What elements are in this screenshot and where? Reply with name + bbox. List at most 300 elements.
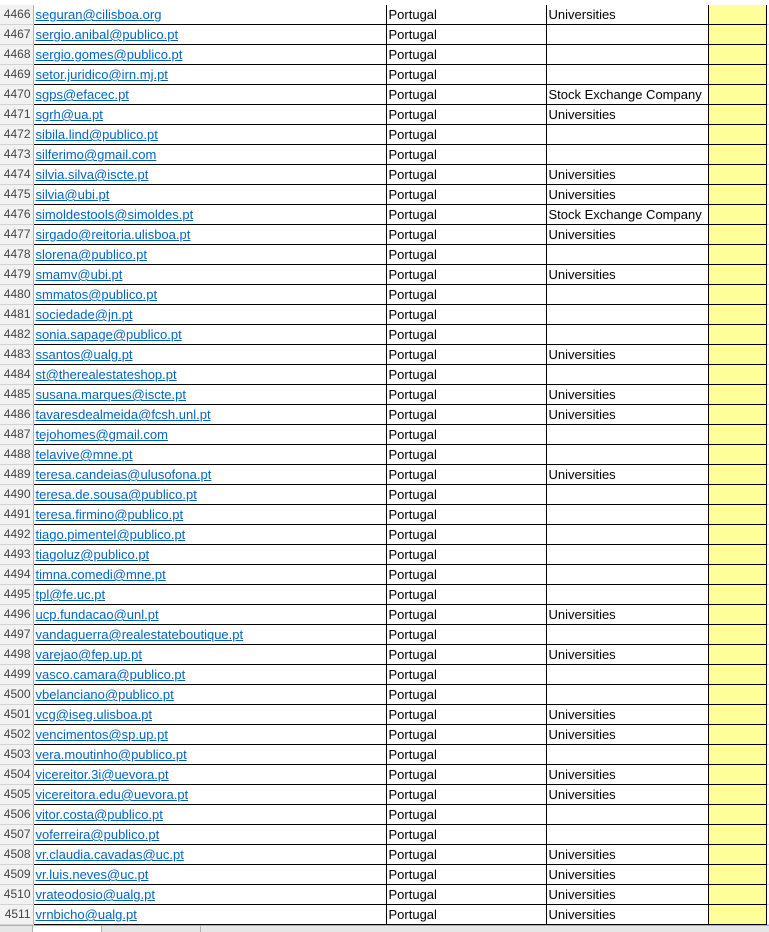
email-link[interactable]: vicereitora.edu@uevora.pt	[35, 787, 189, 802]
table-row	[0, 665, 769, 685]
category-cell[interactable]: Universities	[546, 185, 708, 205]
country-cell[interactable]: Portugal	[386, 365, 546, 385]
highlighted-empty-cell[interactable]	[708, 385, 766, 405]
table-row	[0, 585, 769, 605]
highlighted-empty-cell[interactable]	[708, 865, 766, 885]
email-link[interactable]: vitor.costa@publico.pt	[35, 807, 163, 822]
email-link[interactable]: varejao@fep.up.pt	[35, 647, 142, 662]
highlighted-empty-cell[interactable]	[708, 85, 766, 105]
country-cell[interactable]: Portugal	[386, 265, 546, 285]
row-header[interactable]: 4506	[0, 805, 33, 825]
highlighted-empty-cell[interactable]	[708, 745, 766, 765]
row-header[interactable]: 4488	[0, 445, 33, 465]
highlighted-empty-cell[interactable]	[708, 525, 766, 545]
category-cell[interactable]: Universities	[546, 345, 708, 365]
category-cell[interactable]: Universities	[546, 645, 708, 665]
table-row	[0, 225, 769, 245]
email-cell[interactable]	[33, 45, 386, 65]
email-link[interactable]: setor.juridico@irn.mj.pt	[35, 67, 168, 82]
category-cell[interactable]: Universities	[546, 465, 708, 485]
category-cell[interactable]	[546, 685, 708, 705]
email-cell[interactable]	[33, 645, 386, 665]
country-cell[interactable]: Portugal	[386, 125, 546, 145]
category-cell[interactable]	[546, 505, 708, 525]
email-link[interactable]: vandaguerra@realestateboutique.pt	[35, 627, 244, 642]
email-cell[interactable]	[33, 65, 386, 85]
email-link[interactable]: vera.moutinho@publico.pt	[35, 747, 187, 762]
email-link[interactable]: st@therealestateshop.pt	[35, 367, 177, 382]
highlighted-empty-cell[interactable]	[708, 245, 766, 265]
category-cell[interactable]: Universities	[546, 705, 708, 725]
email-cell[interactable]	[33, 765, 386, 785]
email-cell[interactable]	[33, 465, 386, 485]
email-cell[interactable]	[33, 85, 386, 105]
row-header[interactable]: 4478	[0, 245, 33, 265]
row-header[interactable]: 4485	[0, 385, 33, 405]
email-cell[interactable]	[33, 745, 386, 765]
table-row	[0, 845, 769, 865]
email-cell[interactable]	[33, 705, 386, 725]
table-row	[0, 445, 769, 465]
category-cell[interactable]	[546, 625, 708, 645]
country-cell[interactable]: Portugal	[386, 65, 546, 85]
category-cell[interactable]	[546, 305, 708, 325]
country-cell[interactable]: Portugal	[386, 505, 546, 525]
highlighted-empty-cell[interactable]	[708, 585, 766, 605]
country-cell[interactable]: Portugal	[386, 685, 546, 705]
email-link[interactable]: timna.comedi@mne.pt	[35, 567, 166, 582]
row-header[interactable]: 4492	[0, 525, 33, 545]
row-header[interactable]: 4483	[0, 345, 33, 365]
row-header[interactable]: 4466	[0, 5, 33, 25]
category-cell[interactable]: Universities	[546, 865, 708, 885]
email-link[interactable]: smmatos@publico.pt	[35, 287, 158, 302]
country-cell[interactable]: Portugal	[386, 205, 546, 225]
email-link[interactable]: smamv@ubi.pt	[35, 267, 123, 282]
email-cell[interactable]	[33, 5, 386, 25]
highlighted-empty-cell[interactable]	[708, 165, 766, 185]
table-row	[0, 905, 769, 925]
row-header[interactable]: 4476	[0, 205, 33, 225]
sheet-tab-active[interactable]	[32, 926, 102, 932]
country-cell[interactable]: Portugal	[386, 245, 546, 265]
email-link[interactable]: tiagoluz@publico.pt	[35, 547, 150, 562]
email-cell[interactable]	[33, 325, 386, 345]
row-header[interactable]: 4490	[0, 485, 33, 505]
highlighted-empty-cell[interactable]	[708, 145, 766, 165]
country-cell[interactable]: Portugal	[386, 525, 546, 545]
country-cell[interactable]: Portugal	[386, 425, 546, 445]
category-cell[interactable]: Universities	[546, 165, 708, 185]
highlighted-empty-cell[interactable]	[708, 765, 766, 785]
email-cell[interactable]	[33, 145, 386, 165]
country-cell[interactable]: Portugal	[386, 405, 546, 425]
highlighted-empty-cell[interactable]	[708, 125, 766, 145]
email-cell[interactable]	[33, 605, 386, 625]
row-header[interactable]: 4471	[0, 105, 33, 125]
email-cell[interactable]	[33, 885, 386, 905]
category-cell[interactable]	[546, 145, 708, 165]
table-row	[0, 285, 769, 305]
highlighted-empty-cell[interactable]	[708, 445, 766, 465]
email-link[interactable]: sergio.gomes@publico.pt	[35, 47, 183, 62]
email-link[interactable]: tiago.pimentel@publico.pt	[35, 527, 186, 542]
row-header[interactable]: 4467	[0, 25, 33, 45]
country-cell[interactable]: Portugal	[386, 805, 546, 825]
category-cell[interactable]	[546, 445, 708, 465]
email-link[interactable]: silferimo@gmail.com	[35, 147, 157, 162]
category-cell[interactable]	[546, 65, 708, 85]
email-cell[interactable]	[33, 665, 386, 685]
highlighted-empty-cell[interactable]	[708, 405, 766, 425]
country-cell[interactable]: Portugal	[386, 645, 546, 665]
highlighted-empty-cell[interactable]	[708, 605, 766, 625]
row-header[interactable]: 4491	[0, 505, 33, 525]
table-row	[0, 145, 769, 165]
email-link[interactable]: sgps@efacec.pt	[35, 87, 129, 102]
email-cell[interactable]	[33, 825, 386, 845]
country-cell[interactable]: Portugal	[386, 105, 546, 125]
highlighted-empty-cell[interactable]	[708, 845, 766, 865]
country-cell[interactable]: Portugal	[386, 705, 546, 725]
email-link[interactable]: sociedade@jn.pt	[35, 307, 133, 322]
email-link[interactable]: vbelanciano@publico.pt	[35, 687, 174, 702]
table-row	[0, 785, 769, 805]
email-cell[interactable]	[33, 265, 386, 285]
category-cell[interactable]	[546, 125, 708, 145]
email-cell[interactable]	[33, 845, 386, 865]
highlighted-empty-cell[interactable]	[708, 885, 766, 905]
highlighted-empty-cell[interactable]	[708, 725, 766, 745]
table-row	[0, 545, 769, 565]
country-cell[interactable]: Portugal	[386, 5, 546, 25]
row-header[interactable]: 4502	[0, 725, 33, 745]
category-cell[interactable]: Universities	[546, 265, 708, 285]
highlighted-empty-cell[interactable]	[708, 65, 766, 85]
email-cell[interactable]	[33, 505, 386, 525]
country-cell[interactable]: Portugal	[386, 85, 546, 105]
email-cell[interactable]	[33, 545, 386, 565]
category-cell[interactable]: Universities	[546, 765, 708, 785]
category-cell[interactable]	[546, 825, 708, 845]
row-header[interactable]: 4507	[0, 825, 33, 845]
country-cell[interactable]: Portugal	[386, 585, 546, 605]
email-link[interactable]: tejohomes@gmail.com	[35, 427, 168, 442]
category-cell[interactable]: Stock Exchange Company	[546, 85, 708, 105]
country-cell[interactable]: Portugal	[386, 45, 546, 65]
country-cell[interactable]: Portugal	[386, 665, 546, 685]
country-cell[interactable]: Portugal	[386, 185, 546, 205]
highlighted-empty-cell[interactable]	[708, 565, 766, 585]
row-header[interactable]: 4470	[0, 85, 33, 105]
row-header[interactable]: 4509	[0, 865, 33, 885]
highlighted-empty-cell[interactable]	[708, 705, 766, 725]
highlighted-empty-cell[interactable]	[708, 345, 766, 365]
highlighted-empty-cell[interactable]	[708, 425, 766, 445]
highlighted-empty-cell[interactable]	[708, 365, 766, 385]
email-link[interactable]: silvia@ubi.pt	[35, 187, 110, 202]
highlighted-empty-cell[interactable]	[708, 665, 766, 685]
highlighted-empty-cell[interactable]	[708, 505, 766, 525]
highlighted-empty-cell[interactable]	[708, 325, 766, 345]
table-row	[0, 5, 769, 25]
email-cell[interactable]	[33, 425, 386, 445]
highlighted-empty-cell[interactable]	[708, 25, 766, 45]
category-cell[interactable]: Universities	[546, 405, 708, 425]
email-link[interactable]: ssantos@ualg.pt	[35, 347, 133, 362]
highlighted-empty-cell[interactable]	[708, 305, 766, 325]
email-link[interactable]: ucp.fundacao@unl.pt	[35, 607, 159, 622]
email-link[interactable]: tavaresdealmeida@fcsh.unl.pt	[35, 407, 211, 422]
email-cell[interactable]	[33, 525, 386, 545]
country-cell[interactable]: Portugal	[386, 565, 546, 585]
country-cell[interactable]: Portugal	[386, 605, 546, 625]
row-header[interactable]: 4496	[0, 605, 33, 625]
email-cell[interactable]	[33, 105, 386, 125]
highlighted-empty-cell[interactable]	[708, 625, 766, 645]
country-cell[interactable]: Portugal	[386, 305, 546, 325]
category-cell[interactable]	[546, 245, 708, 265]
email-cell[interactable]	[33, 185, 386, 205]
country-cell[interactable]: Portugal	[386, 165, 546, 185]
category-cell[interactable]: Universities	[546, 105, 708, 125]
country-cell[interactable]: Portugal	[386, 25, 546, 45]
email-link[interactable]: vasco.camara@publico.pt	[35, 667, 186, 682]
email-link[interactable]: slorena@publico.pt	[35, 247, 147, 262]
email-link[interactable]: sonia.sapage@publico.pt	[35, 327, 182, 342]
spreadsheet-grid	[0, 5, 769, 925]
category-cell[interactable]: Universities	[546, 725, 708, 745]
category-cell[interactable]: Universities	[546, 605, 708, 625]
country-cell[interactable]: Portugal	[386, 385, 546, 405]
row-header[interactable]: 4479	[0, 265, 33, 285]
country-cell[interactable]: Portugal	[386, 785, 546, 805]
row-header[interactable]: 4475	[0, 185, 33, 205]
email-link[interactable]: vicereitor.3i@uevora.pt	[35, 767, 169, 782]
email-cell[interactable]	[33, 725, 386, 745]
table-row	[0, 605, 769, 625]
row-header[interactable]: 4508	[0, 845, 33, 865]
table-row	[0, 65, 769, 85]
row-header[interactable]: 4487	[0, 425, 33, 445]
email-cell[interactable]	[33, 365, 386, 385]
category-cell[interactable]: Stock Exchange Company	[546, 205, 708, 225]
row-header[interactable]: 4480	[0, 285, 33, 305]
row-header[interactable]: 4489	[0, 465, 33, 485]
email-cell[interactable]	[33, 905, 386, 925]
country-cell[interactable]: Portugal	[386, 465, 546, 485]
row-header[interactable]: 4504	[0, 765, 33, 785]
category-cell[interactable]	[546, 545, 708, 565]
email-cell[interactable]	[33, 125, 386, 145]
row-header[interactable]: 4500	[0, 685, 33, 705]
email-cell[interactable]	[33, 205, 386, 225]
row-header[interactable]: 4494	[0, 565, 33, 585]
country-cell[interactable]: Portugal	[386, 905, 546, 925]
email-cell[interactable]	[33, 585, 386, 605]
email-link[interactable]: silvia.silva@iscte.pt	[35, 167, 149, 182]
table-row	[0, 265, 769, 285]
highlighted-empty-cell[interactable]	[708, 45, 766, 65]
table-row	[0, 745, 769, 765]
email-link[interactable]: sirgado@reitoria.ulisboa.pt	[35, 227, 191, 242]
category-cell[interactable]	[546, 585, 708, 605]
country-cell[interactable]: Portugal	[386, 825, 546, 845]
category-cell[interactable]: Universities	[546, 885, 708, 905]
email-cell[interactable]	[33, 345, 386, 365]
email-link[interactable]: vcg@iseg.ulisboa.pt	[35, 707, 153, 722]
row-header[interactable]: 4505	[0, 785, 33, 805]
table-row	[0, 245, 769, 265]
category-cell[interactable]	[546, 565, 708, 585]
email-link[interactable]: tpl@fe.uc.pt	[35, 587, 106, 602]
highlighted-empty-cell[interactable]	[708, 645, 766, 665]
country-cell[interactable]: Portugal	[386, 445, 546, 465]
highlighted-empty-cell[interactable]	[708, 825, 766, 845]
category-cell[interactable]: Universities	[546, 785, 708, 805]
highlighted-empty-cell[interactable]	[708, 785, 766, 805]
row-header[interactable]: 4484	[0, 365, 33, 385]
highlighted-empty-cell[interactable]	[708, 285, 766, 305]
row-header[interactable]: 4498	[0, 645, 33, 665]
highlighted-empty-cell[interactable]	[708, 465, 766, 485]
category-cell[interactable]: Universities	[546, 225, 708, 245]
email-cell[interactable]	[33, 405, 386, 425]
country-cell[interactable]: Portugal	[386, 485, 546, 505]
email-cell[interactable]	[33, 25, 386, 45]
row-header[interactable]: 4481	[0, 305, 33, 325]
highlighted-empty-cell[interactable]	[708, 185, 766, 205]
row-header[interactable]: 4495	[0, 585, 33, 605]
email-cell[interactable]	[33, 285, 386, 305]
table-row	[0, 685, 769, 705]
category-cell[interactable]: Universities	[546, 5, 708, 25]
highlighted-empty-cell[interactable]	[708, 905, 766, 925]
row-header[interactable]: 4486	[0, 405, 33, 425]
country-cell[interactable]: Portugal	[386, 845, 546, 865]
highlighted-empty-cell[interactable]	[708, 205, 766, 225]
row-header[interactable]: 4510	[0, 885, 33, 905]
email-cell[interactable]	[33, 805, 386, 825]
category-cell[interactable]	[546, 665, 708, 685]
row-header[interactable]: 4493	[0, 545, 33, 565]
email-link[interactable]: telavive@mne.pt	[35, 447, 133, 462]
email-cell[interactable]	[33, 565, 386, 585]
email-cell[interactable]	[33, 485, 386, 505]
country-cell[interactable]: Portugal	[386, 745, 546, 765]
email-cell[interactable]	[33, 785, 386, 805]
email-link[interactable]: sibila.lind@publico.pt	[35, 127, 158, 142]
email-link[interactable]: teresa.de.sousa@publico.pt	[35, 487, 197, 502]
row-header[interactable]: 4511	[0, 905, 33, 925]
email-cell[interactable]	[33, 865, 386, 885]
country-cell[interactable]: Portugal	[386, 225, 546, 245]
email-link[interactable]: simoldestools@simoldes.pt	[35, 207, 194, 222]
category-cell[interactable]	[546, 25, 708, 45]
row-header[interactable]: 4497	[0, 625, 33, 645]
category-cell[interactable]: Universities	[546, 385, 708, 405]
country-cell[interactable]: Portugal	[386, 885, 546, 905]
highlighted-empty-cell[interactable]	[708, 545, 766, 565]
email-link[interactable]: sgrh@ua.pt	[35, 107, 103, 122]
country-cell[interactable]: Portugal	[386, 865, 546, 885]
highlighted-empty-cell[interactable]	[708, 5, 766, 25]
country-cell[interactable]: Portugal	[386, 345, 546, 365]
email-cell[interactable]	[33, 225, 386, 245]
email-link[interactable]: vrateodosio@ualg.pt	[35, 887, 155, 902]
highlighted-empty-cell[interactable]	[708, 685, 766, 705]
email-link[interactable]: vencimentos@sp.up.pt	[35, 727, 168, 742]
email-link[interactable]: teresa.candeias@ulusofona.pt	[35, 467, 212, 482]
email-link[interactable]: vr.luis.neves@uc.pt	[35, 867, 149, 882]
category-cell[interactable]: Universities	[546, 845, 708, 865]
table-row	[0, 505, 769, 525]
country-cell[interactable]: Portugal	[386, 325, 546, 345]
country-cell[interactable]: Portugal	[386, 625, 546, 645]
email-cell[interactable]	[33, 305, 386, 325]
category-cell[interactable]	[546, 805, 708, 825]
row-header[interactable]: 4503	[0, 745, 33, 765]
highlighted-empty-cell[interactable]	[708, 225, 766, 245]
country-cell[interactable]: Portugal	[386, 145, 546, 165]
country-cell[interactable]: Portugal	[386, 285, 546, 305]
row-header[interactable]: 4474	[0, 165, 33, 185]
row-header[interactable]: 4469	[0, 65, 33, 85]
email-link[interactable]: vrnbicho@ualg.pt	[35, 907, 137, 922]
email-cell[interactable]	[33, 685, 386, 705]
horizontal-scrollbar-area[interactable]	[200, 926, 769, 932]
highlighted-empty-cell[interactable]	[708, 805, 766, 825]
country-cell[interactable]: Portugal	[386, 725, 546, 745]
row-header[interactable]: 4468	[0, 45, 33, 65]
category-cell[interactable]: Universities	[546, 905, 708, 925]
email-link[interactable]: voferreira@publico.pt	[35, 827, 160, 842]
country-cell[interactable]: Portugal	[386, 545, 546, 565]
row-header[interactable]: 4501	[0, 705, 33, 725]
highlighted-empty-cell[interactable]	[708, 105, 766, 125]
email-cell[interactable]	[33, 165, 386, 185]
row-header[interactable]: 4499	[0, 665, 33, 685]
category-cell[interactable]	[546, 285, 708, 305]
category-cell[interactable]	[546, 485, 708, 505]
table-row	[0, 45, 769, 65]
row-header[interactable]: 4477	[0, 225, 33, 245]
highlighted-empty-cell[interactable]	[708, 265, 766, 285]
category-cell[interactable]	[546, 425, 708, 445]
email-cell[interactable]	[33, 445, 386, 465]
table-row	[0, 385, 769, 405]
category-cell[interactable]	[546, 365, 708, 385]
table-row	[0, 365, 769, 385]
email-link[interactable]: susana.marques@iscte.pt	[35, 387, 186, 402]
category-cell[interactable]	[546, 45, 708, 65]
email-link[interactable]: sergio.anibal@publico.pt	[35, 27, 179, 42]
email-cell[interactable]	[33, 385, 386, 405]
email-cell[interactable]	[33, 625, 386, 645]
row-header[interactable]: 4482	[0, 325, 33, 345]
row-header[interactable]: 4472	[0, 125, 33, 145]
category-cell[interactable]	[546, 325, 708, 345]
country-cell[interactable]: Portugal	[386, 765, 546, 785]
email-link[interactable]: vr.claudia.cavadas@uc.pt	[35, 847, 184, 862]
email-link[interactable]: seguran@cilisboa.org	[35, 7, 162, 22]
row-header[interactable]: 4473	[0, 145, 33, 165]
email-link[interactable]: teresa.firmino@publico.pt	[35, 507, 184, 522]
email-cell[interactable]	[33, 245, 386, 265]
highlighted-empty-cell[interactable]	[708, 485, 766, 505]
category-cell[interactable]	[546, 745, 708, 765]
category-cell[interactable]	[546, 525, 708, 545]
